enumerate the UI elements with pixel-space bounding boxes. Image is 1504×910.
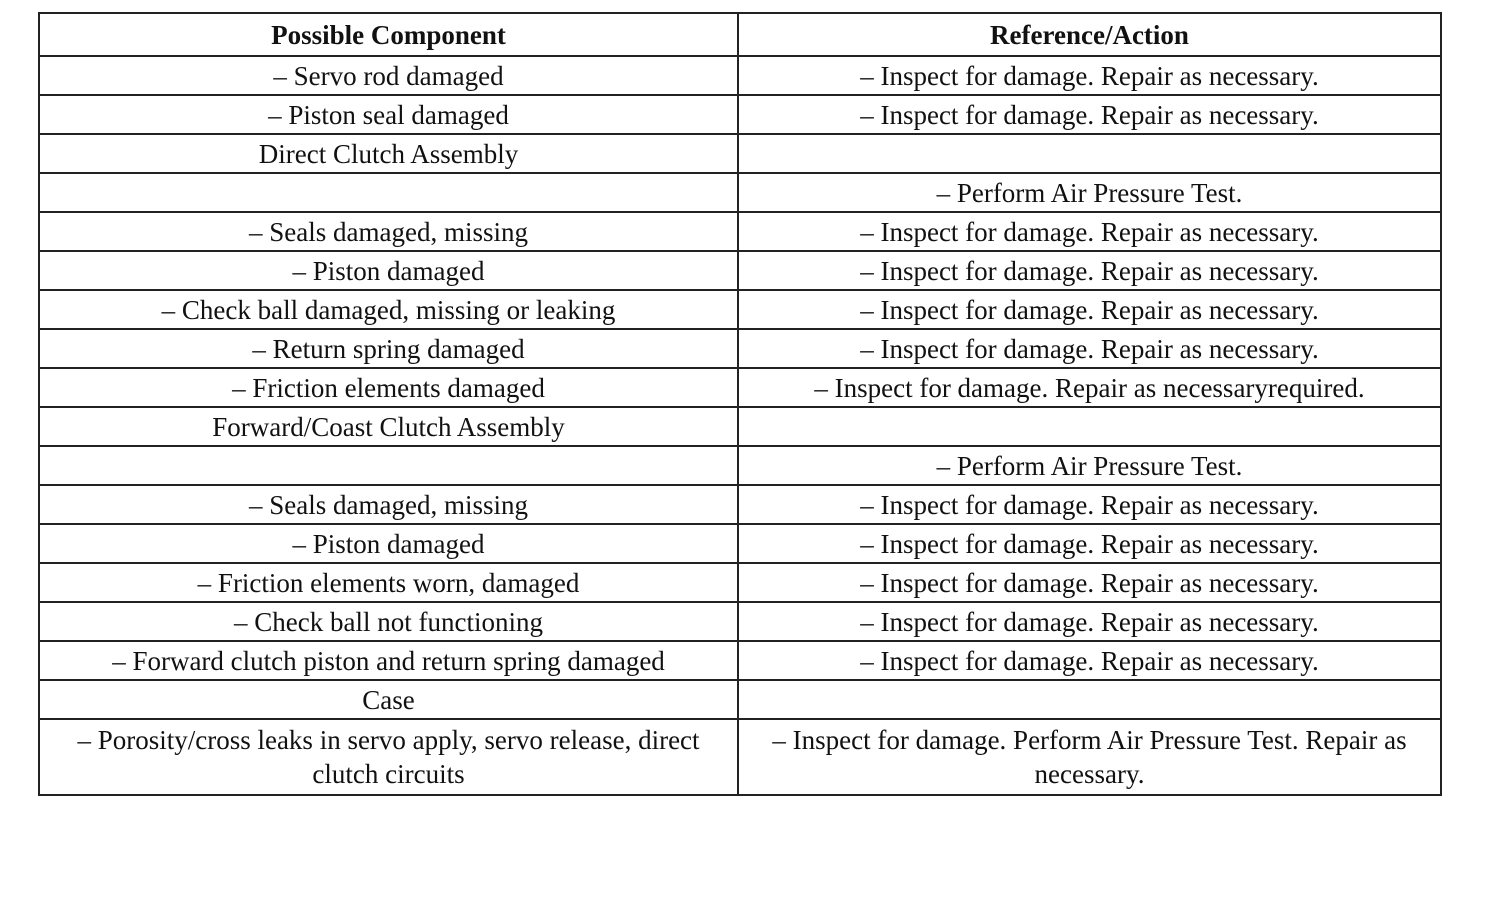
action-cell: – Inspect for damage. Repair as necessary. [738,56,1441,95]
section-heading-cell: Direct Clutch Assembly [39,134,738,173]
table-header-row [39,13,1441,56]
component-cell [39,173,738,212]
table-row [39,212,1441,251]
component-cell: – Friction elements worn, damaged [39,563,738,602]
action-cell: – Inspect for damage. Repair as necessary. [738,641,1441,680]
action-cell: – Inspect for damage. Repair as necessary. [738,95,1441,134]
action-cell [738,407,1441,446]
section-row-direct-clutch [39,134,1441,173]
section-row-forward-coast-clutch [39,407,1441,446]
component-cell: – Check ball damaged, missing or leaking [39,290,738,329]
action-cell: – Perform Air Pressure Test. [738,173,1441,212]
component-cell: – Porosity/cross leaks in servo apply, servo release, direct clutch circuits [39,719,738,795]
component-cell: – Piston damaged [39,524,738,563]
action-cell: – Inspect for damage. Repair as necessary. [738,563,1441,602]
header-reference-action: Reference/Action [738,13,1441,56]
section-heading-cell: Case [39,680,738,719]
component-cell: – Check ball not functioning [39,602,738,641]
table-row [39,602,1441,641]
component-cell: – Piston damaged [39,251,738,290]
table-row [39,251,1441,290]
component-cell: – Forward clutch piston and return spring damaged [39,641,738,680]
table-row [39,641,1441,680]
component-cell: – Seals damaged, missing [39,485,738,524]
action-cell: – Inspect for damage. Repair as necessary. [738,290,1441,329]
table-row [39,719,1441,795]
action-cell: – Inspect for damage. Repair as necessary. [738,602,1441,641]
table-row [39,173,1441,212]
action-cell: – Inspect for damage. Repair as necessary. [738,329,1441,368]
table-row [39,446,1441,485]
component-cell: – Seals damaged, missing [39,212,738,251]
table-row [39,563,1441,602]
action-cell: – Perform Air Pressure Test. [738,446,1441,485]
table-row [39,485,1441,524]
section-heading-cell: Forward/Coast Clutch Assembly [39,407,738,446]
component-cell: – Friction elements damaged [39,368,738,407]
table-row [39,56,1441,95]
section-row-case [39,680,1441,719]
action-cell: – Inspect for damage. Repair as necessary. [738,251,1441,290]
diagnostic-table [38,12,1442,796]
component-cell: – Servo rod damaged [39,56,738,95]
table-row [39,368,1441,407]
component-cell: – Return spring damaged [39,329,738,368]
table-row [39,524,1441,563]
action-cell: – Inspect for damage. Repair as necessary. [738,524,1441,563]
action-cell: – Inspect for damage. Repair as necessary. [738,485,1441,524]
action-cell [738,134,1441,173]
header-possible-component: Possible Component [39,13,738,56]
table-row [39,329,1441,368]
component-cell [39,446,738,485]
component-cell: – Piston seal damaged [39,95,738,134]
action-cell: – Inspect for damage. Repair as necessaryrequired. [738,368,1441,407]
diagnostic-table-container [38,12,1440,796]
action-cell: – Inspect for damage. Perform Air Pressure Test. Repair as necessary. [738,719,1441,795]
action-cell: – Inspect for damage. Repair as necessary. [738,212,1441,251]
table-row [39,95,1441,134]
table-row [39,290,1441,329]
action-cell [738,680,1441,719]
